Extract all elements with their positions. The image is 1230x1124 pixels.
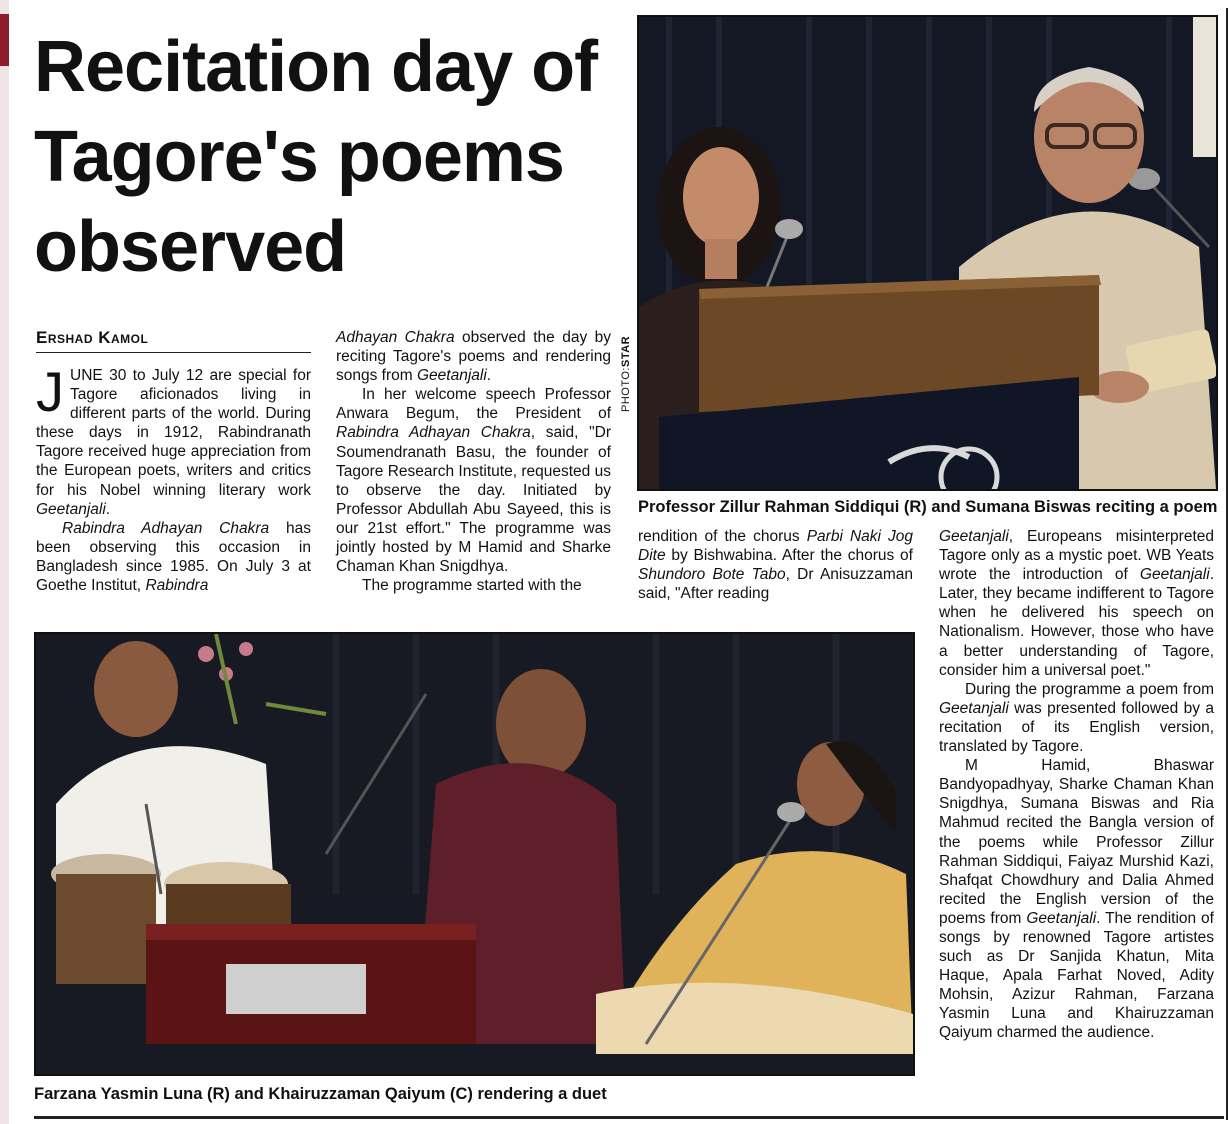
text: , Europeans misinterpreted Tagore only as a mystic poet. WB Yeats wrote the introduction of: [939, 528, 1214, 584]
page-edge-strip: [0, 0, 9, 1124]
paragraph: [638, 527, 913, 603]
work-title: Geetanjali: [416, 367, 487, 385]
paragraph: [36, 360, 311, 519]
photo-duet-caption: Farzana Yasmin Luna (R) and Khairuzzaman Qaiyum (C) rendering a duet: [34, 1085, 607, 1103]
text: .: [105, 500, 111, 518]
text: . Later, they became indifferent to Tagore when he delivered his speech on Nationalism. However, those who have a better understanding of Tagore, consider him a universal poet.": [939, 566, 1214, 679]
photo-credit: [620, 336, 632, 412]
text: The programme started with the: [362, 577, 582, 595]
article-column-1: [36, 360, 311, 616]
bottom-rule: [34, 1116, 1224, 1119]
photo-duet: [34, 632, 915, 1076]
article-column-3: [638, 527, 913, 607]
paragraph: [939, 756, 1214, 1042]
text: rendition of the chorus: [638, 528, 807, 545]
work-title: Geetanjali: [939, 699, 1009, 717]
paragraph: [939, 527, 1214, 680]
article-column-2: [336, 328, 611, 618]
org-name: Rabindra Adhayan Chakra: [62, 519, 270, 537]
org-name: Rabindra: [145, 577, 209, 595]
photo-credit-prefix: PHOTO:: [620, 367, 632, 412]
text: M Hamid, Bhaswar Bandyopadhyay, Sharke Chaman Khan Snigdhya, Sumana Biswas and Ria Mahmud recited the Bangla version of the poems while Professor Zillur Rahman Siddiqui, Faiyaz Murshid Kazi, Shafqat Chowdhury and Dalia Ahmed recited the English version of the poems from: [939, 757, 1214, 927]
text: , Dr Anisuzzaman said, "After reading: [638, 566, 913, 603]
work-title: Geetanjali: [1026, 909, 1097, 927]
column-rule: [1226, 8, 1228, 1120]
text: observed the day by reciting Tagore's poems and rendering songs from: [336, 329, 611, 385]
song-title: Parbi Naki Jog Dite: [638, 528, 914, 565]
photo-duet-illustration: [36, 634, 913, 1074]
work-title: Geetanjali: [1139, 566, 1210, 584]
drop-cap: J: [36, 360, 64, 423]
photo-credit-source: STAR: [620, 335, 632, 368]
org-name: Adhayan Chakra: [336, 329, 455, 346]
paragraph: [36, 519, 311, 595]
text: .: [486, 367, 492, 385]
song-title: Shundoro Bote Tabo: [638, 566, 786, 584]
work-title: Geetanjali: [36, 500, 106, 518]
text: During the programme a poem from: [965, 680, 1214, 698]
work-title: Geetanjali: [939, 528, 1009, 545]
paragraph: [939, 680, 1214, 756]
photo-recitation: [637, 15, 1218, 491]
text: by Bishwabina. After the chorus of: [665, 547, 913, 565]
article-column-4: [939, 527, 1214, 1092]
text: was presented followed by a recitation of its English version, translated by Tagore.: [939, 699, 1214, 756]
paragraph: [336, 385, 611, 576]
text: , said, "Dr Soumendranath Basu, the founder of Tagore Research Institute, requested us to observe the day. Initiated by Professor Abdullah Abu Sayeed, this is our 21st effort." The programme was jointly hosted by M Hamid and Sharke Chaman Khan Snigdhya.: [336, 424, 611, 576]
photo-recitation-caption: Professor Zillur Rahman Siddiqui (R) and Sumana Biswas reciting a poem: [638, 498, 1218, 516]
photo-recitation-illustration: [639, 17, 1216, 489]
section-marker: [0, 14, 9, 66]
byline: Ershad Kamol: [36, 328, 311, 353]
text: has been observing this occasion in Bangladesh since 1985. On July 3 at Goethe Institut,: [36, 519, 311, 595]
text: . The rendition of songs by renowned Tagore artistes such as Dr Sanjida Khatun, Mita Haque, Apala Farhat Noved, Adity Mohsin, Azizur Rahman, Farzana Yasmin Luna and Khairuzzaman Qaiyum charmed the audience.: [939, 909, 1214, 1042]
paragraph: [336, 576, 611, 595]
text: UNE 30 to July 12 are special for Tagore aficionados living in different parts of the world. During these days in 1912, Rabindranath Tagore received huge appreciation from the European poets, writers and critics for his Nobel winning literary work: [36, 367, 311, 499]
text: In her welcome speech Professor Anwara Begum, the President of: [336, 386, 611, 423]
org-name: Rabindra Adhayan Chakra: [336, 424, 531, 442]
paragraph: [336, 328, 611, 385]
headline: Recitation day of Tagore's poems observed: [34, 27, 598, 287]
